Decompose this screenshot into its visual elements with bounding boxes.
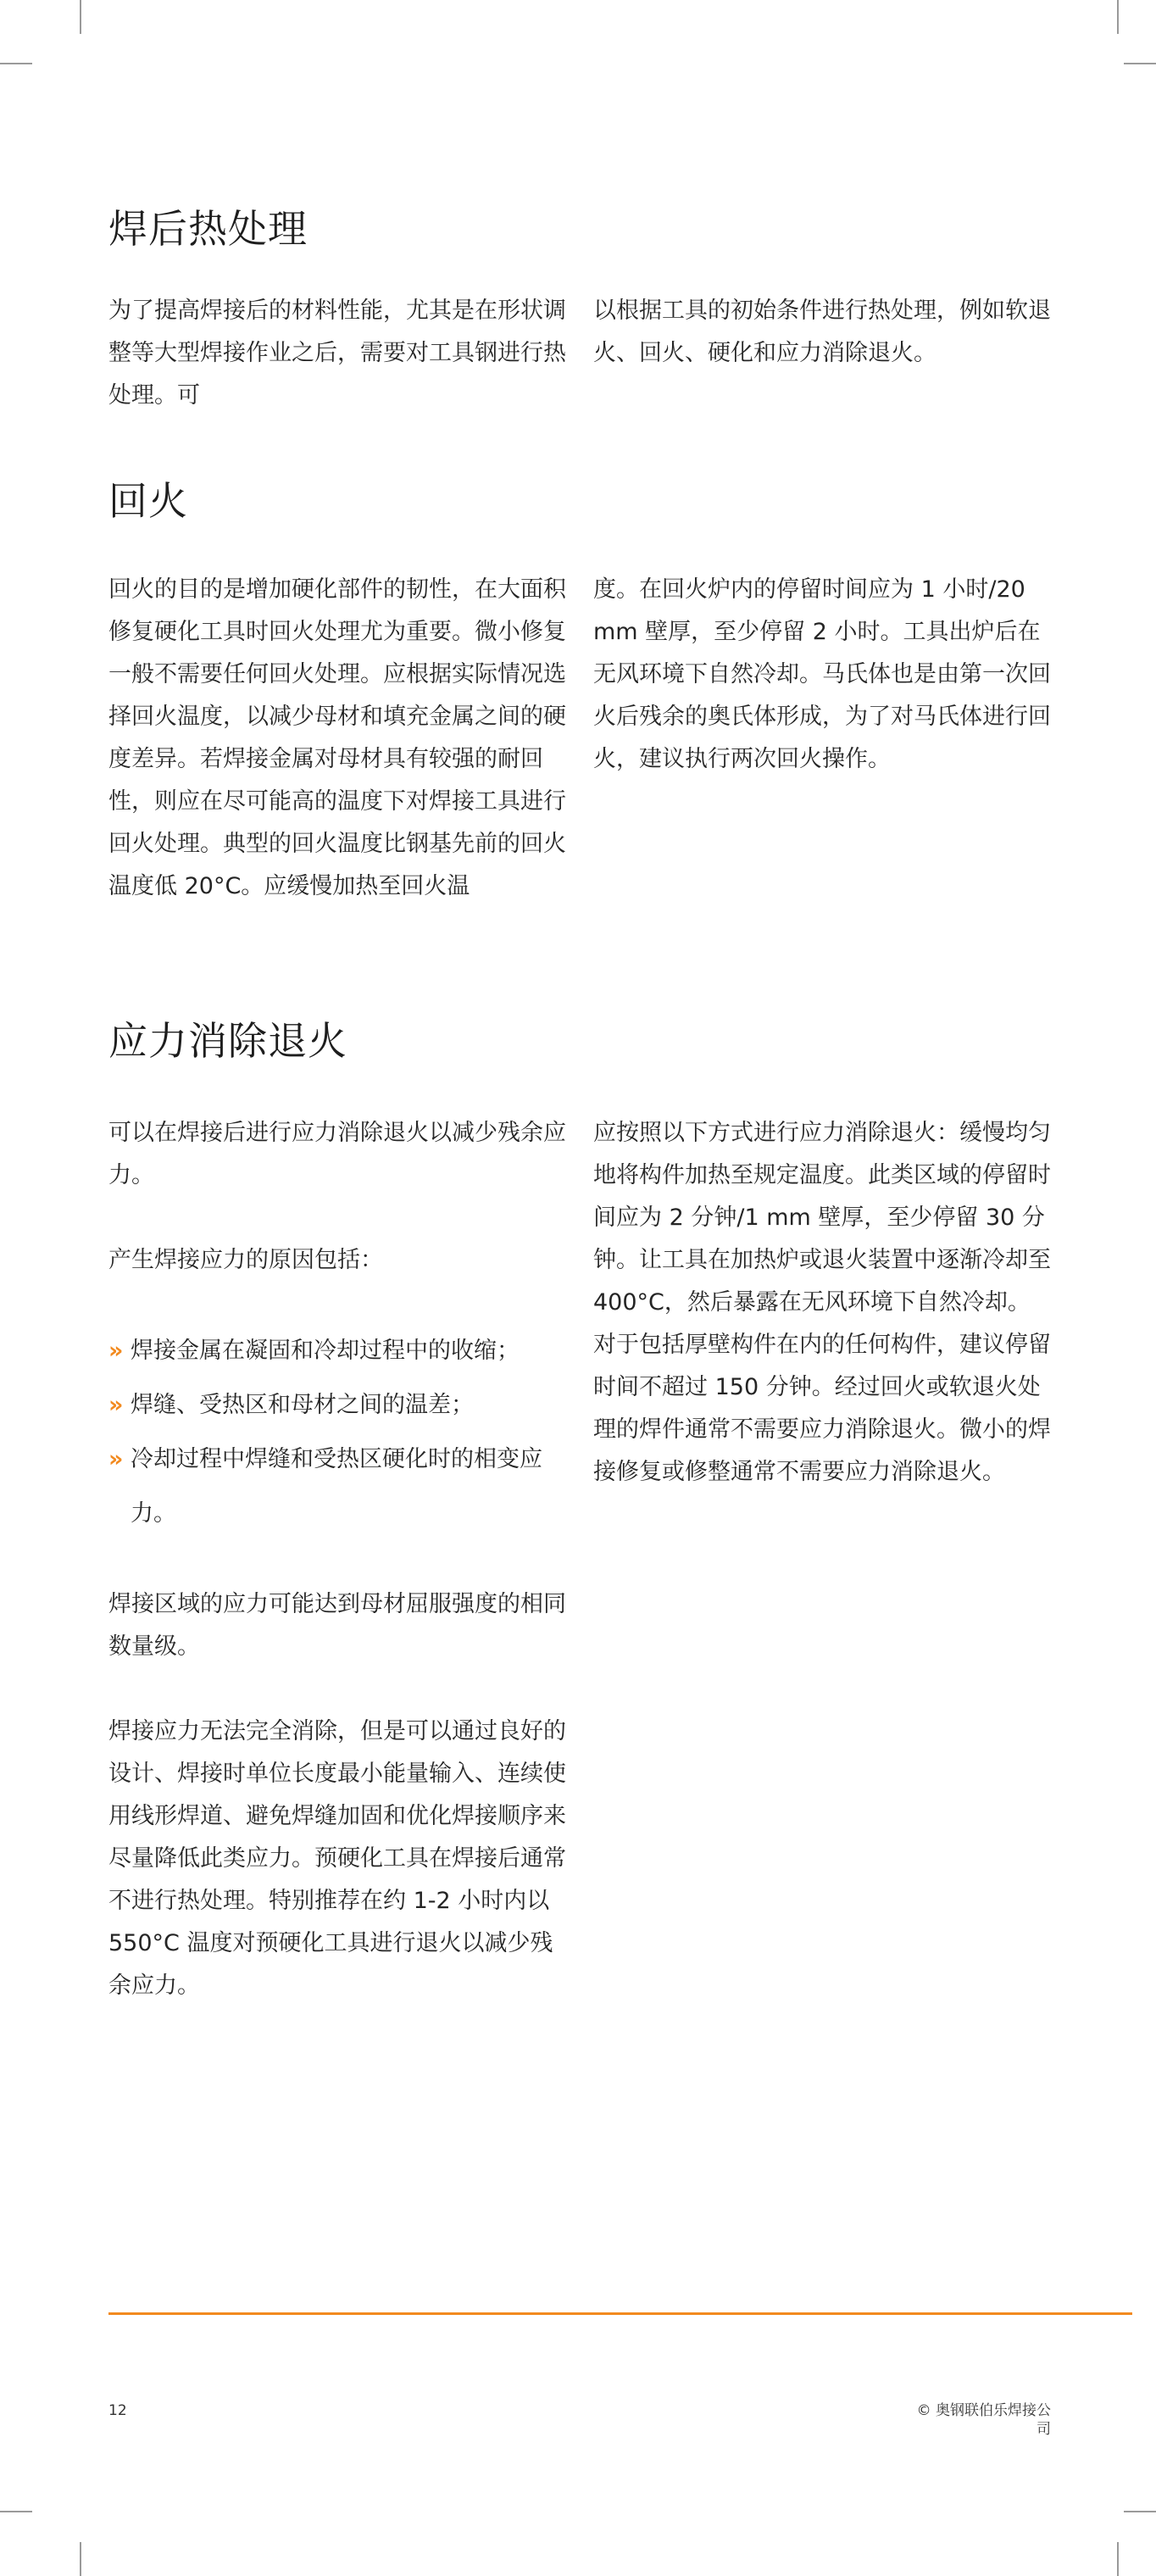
- crop-mark-top-right-h: [1124, 63, 1156, 64]
- section-title-tempering: 回火: [108, 478, 188, 524]
- crop-mark-bottom-left-v: [80, 2542, 81, 2576]
- stress-causes-list: [108, 1324, 566, 1541]
- post-weld-left-column: [108, 290, 566, 417]
- stress-level-paragraph: 焊接区域的应力可能达到母材屈服强度的相同数量级。: [108, 1591, 566, 1660]
- crop-mark-bottom-left-h: [0, 2511, 32, 2512]
- crop-mark-top-right-v: [1117, 0, 1119, 34]
- chevron-bullet-icon: »: [108, 1338, 124, 1364]
- footer-divider: [108, 2312, 1132, 2315]
- crop-mark-top-left-h: [0, 63, 32, 64]
- list-item: [108, 1433, 566, 1541]
- crop-mark-top-left-v: [80, 0, 81, 34]
- copyright-notice: © 奥钢联伯乐焊接公司: [916, 2402, 1051, 2438]
- page-number: 12: [108, 2402, 127, 2419]
- crop-mark-bottom-right-h: [1124, 2511, 1156, 2512]
- stress-relief-left-column: [108, 1112, 566, 2007]
- list-item: [108, 1324, 566, 1378]
- list-item-text: 焊缝、受热区和母材之间的温差；: [131, 1392, 474, 1418]
- section-title-stress-relief: 应力消除退火: [108, 1018, 347, 1064]
- stress-relief-right-column: [593, 1112, 1051, 1494]
- tempering-left-column: [108, 569, 566, 908]
- tempering-right-column: [593, 569, 1051, 781]
- list-item-text: 焊接金属在凝固和冷却过程中的收缩；: [131, 1338, 520, 1364]
- chevron-bullet-icon: »: [108, 1392, 124, 1418]
- post-weld-right-text: 以根据工具的初始条件进行热处理，例如软退火、回火、硬化和应力消除退火。: [593, 298, 1051, 366]
- crop-mark-bottom-right-v: [1117, 2542, 1119, 2576]
- tempering-right-text: 度。在回火炉内的停留时间应为 1 小时/20 mm 壁厚，至少停留 2 小时。工具出炉后在无风环境下自然冷却。马氏体也是由第一次回火后残余的奥氏体形成，为了对马氏体进行回火，建议执行两次回火操作。: [593, 576, 1051, 772]
- stress-causes-heading: 产生焊接应力的原因包括：: [108, 1247, 383, 1273]
- list-item: [108, 1378, 566, 1433]
- list-item-text: 冷却过程中焊缝和受热区硬化时的相变应力。: [131, 1446, 542, 1527]
- chevron-bullet-icon: »: [108, 1446, 124, 1472]
- section-title-post-weld: 焊后热处理: [108, 206, 308, 252]
- stress-reduction-paragraph: 焊接应力无法完全消除，但是可以通过良好的设计、焊接时单位长度最小能量输入、连续使用线形焊道、避免焊缝加固和优化焊接顺序来尽量降低此类应力。预硬化工具在焊接后通常不进行热处理。特别推荐在约 1-2 小时内以 550°C 温度对预硬化工具进行退火以减少残余应力。: [108, 1718, 566, 1999]
- stress-relief-right-text: 应按照以下方式进行应力消除退火：缓慢均匀地将构件加热至规定温度。此类区域的停留时间应为 2 分钟/1 mm 壁厚，至少停留 30 分钟。让工具在加热炉或退火装置中逐渐冷却至 400°C，然后暴露在无风环境下自然冷却。对于包括厚壁构件在内的任何构件，建议停留时间不超过 150 分钟。经过回火或软退火处理的焊件通常不需要应力消除退火。微小的焊接修复或修整通常不需要应力消除退火。: [593, 1120, 1051, 1485]
- tempering-left-text: 回火的目的是增加硬化部件的韧性，在大面积修复硬化工具时回火处理尤为重要。微小修复一般不需要任何回火处理。应根据实际情况选择回火温度，以减少母材和填充金属之间的硬度差异。若焊接金属对母材具有较强的耐回性，则应在尽可能高的温度下对焊接工具进行回火处理。典型的回火温度比钢基先前的回火温度低 20°C。应缓慢加热至回火温: [108, 576, 566, 899]
- stress-relief-intro: 可以在焊接后进行应力消除退火以减少残余应力。: [108, 1120, 566, 1188]
- post-weld-right-column: [593, 290, 1051, 375]
- post-weld-left-text: 为了提高焊接后的材料性能，尤其是在形状调整等大型焊接作业之后，需要对工具钢进行热处理。可: [108, 298, 566, 409]
